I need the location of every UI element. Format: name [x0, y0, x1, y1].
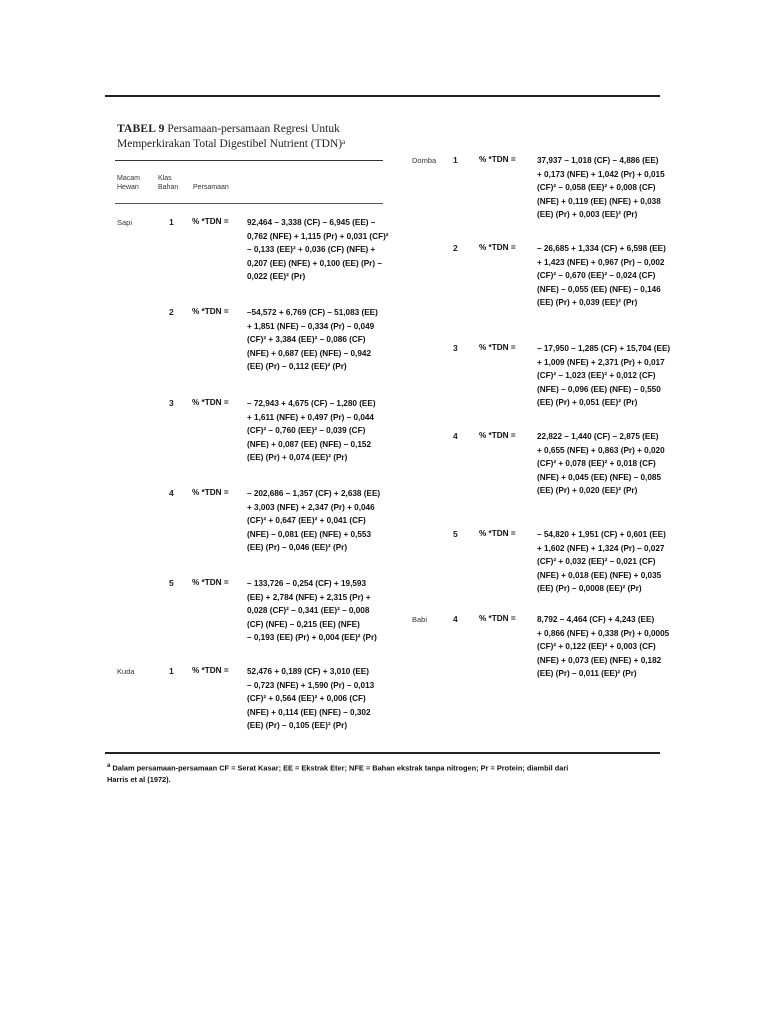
tdn-label: % *TDN =: [192, 398, 229, 407]
equation-line: + 0,173 (NFE) + 1,042 (Pr) + 0,015: [537, 169, 665, 179]
title-line-1: Persamaan-persamaan Regresi Untuk: [167, 123, 340, 135]
equation-line: 0,028 (CF)² – 0,341 (EE)² – 0,008: [247, 606, 370, 616]
equation-line: + 1,423 (NFE) + 0,967 (Pr) – 0,002: [537, 257, 665, 267]
table-title: [117, 122, 387, 152]
equation-line: + 1,851 (NFE) – 0,334 (Pr) – 0,049: [247, 321, 375, 331]
equation-line: (CF)² – 0,670 (EE)² – 0,024 (CF): [537, 271, 656, 281]
regression-equation: [247, 397, 397, 465]
equation-line: (EE) (Pr) – 0,011 (EE)² (Pr): [537, 669, 637, 679]
equation-line: (EE) (Pr) + 0,051 (EE)² (Pr): [537, 398, 638, 408]
equation-line: 8,792 – 4,464 (CF) + 4,243 (EE): [537, 615, 655, 624]
klas-number: 3: [169, 398, 174, 408]
animal-name: Sapi: [117, 218, 133, 227]
equation-line: + 1,009 (NFE) + 2,371 (Pr) + 0,017: [537, 357, 665, 367]
equation-line: (EE) (Pr) – 0,0008 (EE)² (Pr): [537, 584, 642, 594]
equation-line: (EE) (Pr) + 0,039 (EE)² (Pr): [537, 298, 638, 308]
tdn-label: % *TDN =: [479, 614, 516, 623]
equation-line: – 0,193 (EE) (Pr) + 0,004 (EE)² (Pr): [247, 633, 377, 643]
equation-line: (NFE) + 0,119 (EE) (NFE) + 0,038: [537, 196, 661, 206]
equation-line: (EE) + 2,784 (NFE) + 2,315 (Pr) +: [247, 592, 371, 602]
klas-number: 1: [453, 155, 458, 165]
regression-equation: [537, 154, 687, 222]
table-label: TABEL 9: [117, 123, 165, 135]
regression-equation: [537, 430, 687, 498]
equation-line: (CF)² + 0,122 (EE)² + 0,003 (CF): [537, 642, 656, 652]
equation-line: 0,207 (EE) (NFE) + 0,100 (EE) (Pr) –: [247, 258, 382, 268]
equation-line: (EE) (Pr) – 0,105 (EE)² (Pr): [247, 721, 348, 731]
equation-line: (EE) (Pr) + 0,003 (EE)² (Pr): [537, 210, 638, 220]
equation-line: + 3,003 (NFE) + 2,347 (Pr) + 0,046: [247, 502, 375, 512]
equation-line: (CF)² + 3,384 (EE)² – 0,086 (CF): [247, 335, 366, 345]
bottom-rule: [105, 752, 660, 754]
equation-line: (CF) (NFE) – 0,215 (EE) (NFE): [247, 619, 360, 629]
header-bahan: Bahan: [158, 184, 179, 191]
equation-line: (NFE) – 0,096 (EE) (NFE) – 0,550: [537, 384, 661, 394]
tdn-label: % *TDN =: [192, 578, 229, 587]
equation-line: 92,464 – 3,338 (CF) – 6,945 (EE) –: [247, 218, 376, 227]
header-macam: Macam: [117, 175, 140, 182]
equation-line: – 26,685 + 1,334 (CF) + 6,598 (EE): [537, 244, 666, 253]
equation-line: – 72,943 + 4,675 (CF) – 1,280 (EE): [247, 399, 376, 408]
equation-line: (NFE) + 0,045 (EE) (NFE) – 0,085: [537, 472, 661, 482]
equation-line: + 0,866 (NFE) + 0,338 (Pr) + 0,0005: [537, 628, 670, 638]
klas-number: 2: [453, 243, 458, 253]
equation-line: 22,822 – 1,440 (CF) – 2,875 (EE): [537, 432, 659, 441]
tdn-label: % *TDN =: [479, 529, 516, 538]
animal-name: Domba: [412, 156, 437, 165]
klas-number: 4: [453, 614, 458, 624]
equation-line: (NFE) – 0,055 (EE) (NFE) – 0,146: [537, 284, 661, 294]
equation-line: (CF)² + 0,564 (EE)² + 0,006 (CF): [247, 694, 366, 704]
regression-equation: [247, 216, 397, 284]
top-rule: [105, 95, 660, 97]
footnote-line-1: Dalam persamaan-persamaan CF = Serat Kasar; EE = Ekstrak Eter; NFE = Bahan ekstrak tanpa nitrogen; Pr = Protein; diambil dari: [112, 763, 569, 773]
klas-number: 4: [169, 488, 174, 498]
equation-line: 37,937 – 1,018 (CF) – 4,886 (EE): [537, 156, 659, 165]
tdn-label: % *TDN =: [192, 217, 229, 226]
klas-number: 1: [169, 666, 174, 676]
regression-equation: [247, 306, 397, 374]
equation-line: – 0,133 (EE)² + 0,036 (CF) (NFE) +: [247, 245, 376, 255]
klas-number: 3: [453, 343, 458, 353]
regression-equation: [247, 487, 397, 555]
equation-line: – 54,820 + 1,951 (CF) + 0,601 (EE): [537, 530, 666, 539]
regression-equation: [247, 665, 397, 733]
header-klas: Klas: [158, 175, 172, 182]
header-rule-bottom: [115, 203, 383, 204]
regression-equation: [537, 528, 687, 596]
klas-number: 2: [169, 307, 174, 317]
klas-number: 1: [169, 217, 174, 227]
tdn-label: % *TDN =: [479, 343, 516, 352]
header-rule: [115, 160, 383, 161]
equation-line: (CF)² – 0,058 (EE)² + 0,008 (CF): [537, 183, 656, 193]
footnote-line-2: Harris et al (1972).: [107, 775, 171, 785]
regression-equation: [537, 613, 687, 681]
footnote-mark: a: [107, 763, 111, 769]
equation-line: (CF)² – 0,760 (EE)² – 0,039 (CF): [247, 426, 366, 436]
header-hewan: Hewan: [117, 184, 139, 191]
equation-line: (NFE) + 0,087 (EE) (NFE) – 0,152: [247, 439, 371, 449]
col-header-persamaan: Persamaan: [193, 184, 229, 191]
animal-name: Babi: [412, 615, 428, 624]
tdn-label: % *TDN =: [479, 431, 516, 440]
equation-line: (NFE) + 0,687 (EE) (NFE) – 0,942: [247, 348, 371, 358]
regression-equation: [247, 577, 397, 645]
tdn-label: % *TDN =: [192, 307, 229, 316]
equation-line: (NFE) + 0,114 (EE) (NFE) – 0,302: [247, 707, 371, 717]
tdn-label: % *TDN =: [192, 666, 229, 675]
klas-number: 5: [169, 578, 174, 588]
col-header-macam-hewan: [117, 174, 140, 192]
tdn-label: % *TDN =: [192, 488, 229, 497]
regression-equation: [537, 342, 687, 410]
footnote: [107, 760, 667, 786]
klas-number: 4: [453, 431, 458, 441]
equation-line: – 0,723 (NFE) + 1,590 (Pr) – 0,013: [247, 680, 375, 690]
equation-line: – 202,686 – 1,357 (CF) + 2,638 (EE): [247, 489, 381, 498]
equation-line: 52,476 + 0,189 (CF) + 3,010 (EE): [247, 667, 369, 676]
title-line-2: Memperkirakan Total Digestibel Nutrient (TDN)ᵃ: [117, 138, 346, 150]
equation-line: (EE) (Pr) – 0,046 (EE)² (Pr): [247, 543, 348, 553]
equation-line: (CF)² + 0,647 (EE)² + 0,041 (CF): [247, 516, 366, 526]
animal-name: Kuda: [117, 667, 135, 676]
equation-line: –54,572 + 6,769 (CF) – 51,083 (EE): [247, 308, 378, 317]
regression-equation: [537, 242, 687, 310]
equation-line: (CF)² + 0,032 (EE)² – 0,021 (CF): [537, 557, 656, 567]
tdn-label: % *TDN =: [479, 243, 516, 252]
equation-line: + 1,611 (NFE) + 0,497 (Pr) – 0,044: [247, 412, 374, 422]
equation-line: + 1,602 (NFE) + 1,324 (Pr) – 0,027: [537, 543, 665, 553]
equation-line: (CF)² + 0,078 (EE)² + 0,018 (CF): [537, 459, 656, 469]
tdn-label: % *TDN =: [479, 155, 516, 164]
equation-line: + 0,655 (NFE) + 0,863 (Pr) + 0,020: [537, 445, 665, 455]
equation-line: 0,022 (EE)² (Pr): [247, 272, 306, 282]
equation-line: (EE) (Pr) – 0,112 (EE)² (Pr): [247, 362, 347, 372]
equation-line: – 17,950 – 1,285 (CF) + 15,704 (EE): [537, 344, 671, 353]
equation-line: (NFE) – 0,081 (EE) (NFE) + 0,553: [247, 529, 371, 539]
equation-line: (NFE) + 0,018 (EE) (NFE) + 0,035: [537, 570, 662, 580]
equation-line: – 133,726 – 0,254 (CF) + 19,593: [247, 579, 367, 588]
equation-line: (CF)² – 1,023 (EE)² + 0,012 (CF): [537, 371, 656, 381]
equation-line: 0,762 (NFE) + 1,115 (Pr) + 0,031 (CF)²: [247, 231, 389, 241]
equation-line: (EE) (Pr) + 0,074 (EE)² (Pr): [247, 453, 348, 463]
col-header-klas-bahan: [158, 174, 178, 192]
equation-line: (EE) (Pr) + 0,020 (EE)² (Pr): [537, 486, 638, 496]
klas-number: 5: [453, 529, 458, 539]
equation-line: (NFE) + 0,073 (EE) (NFE) + 0,182: [537, 655, 662, 665]
